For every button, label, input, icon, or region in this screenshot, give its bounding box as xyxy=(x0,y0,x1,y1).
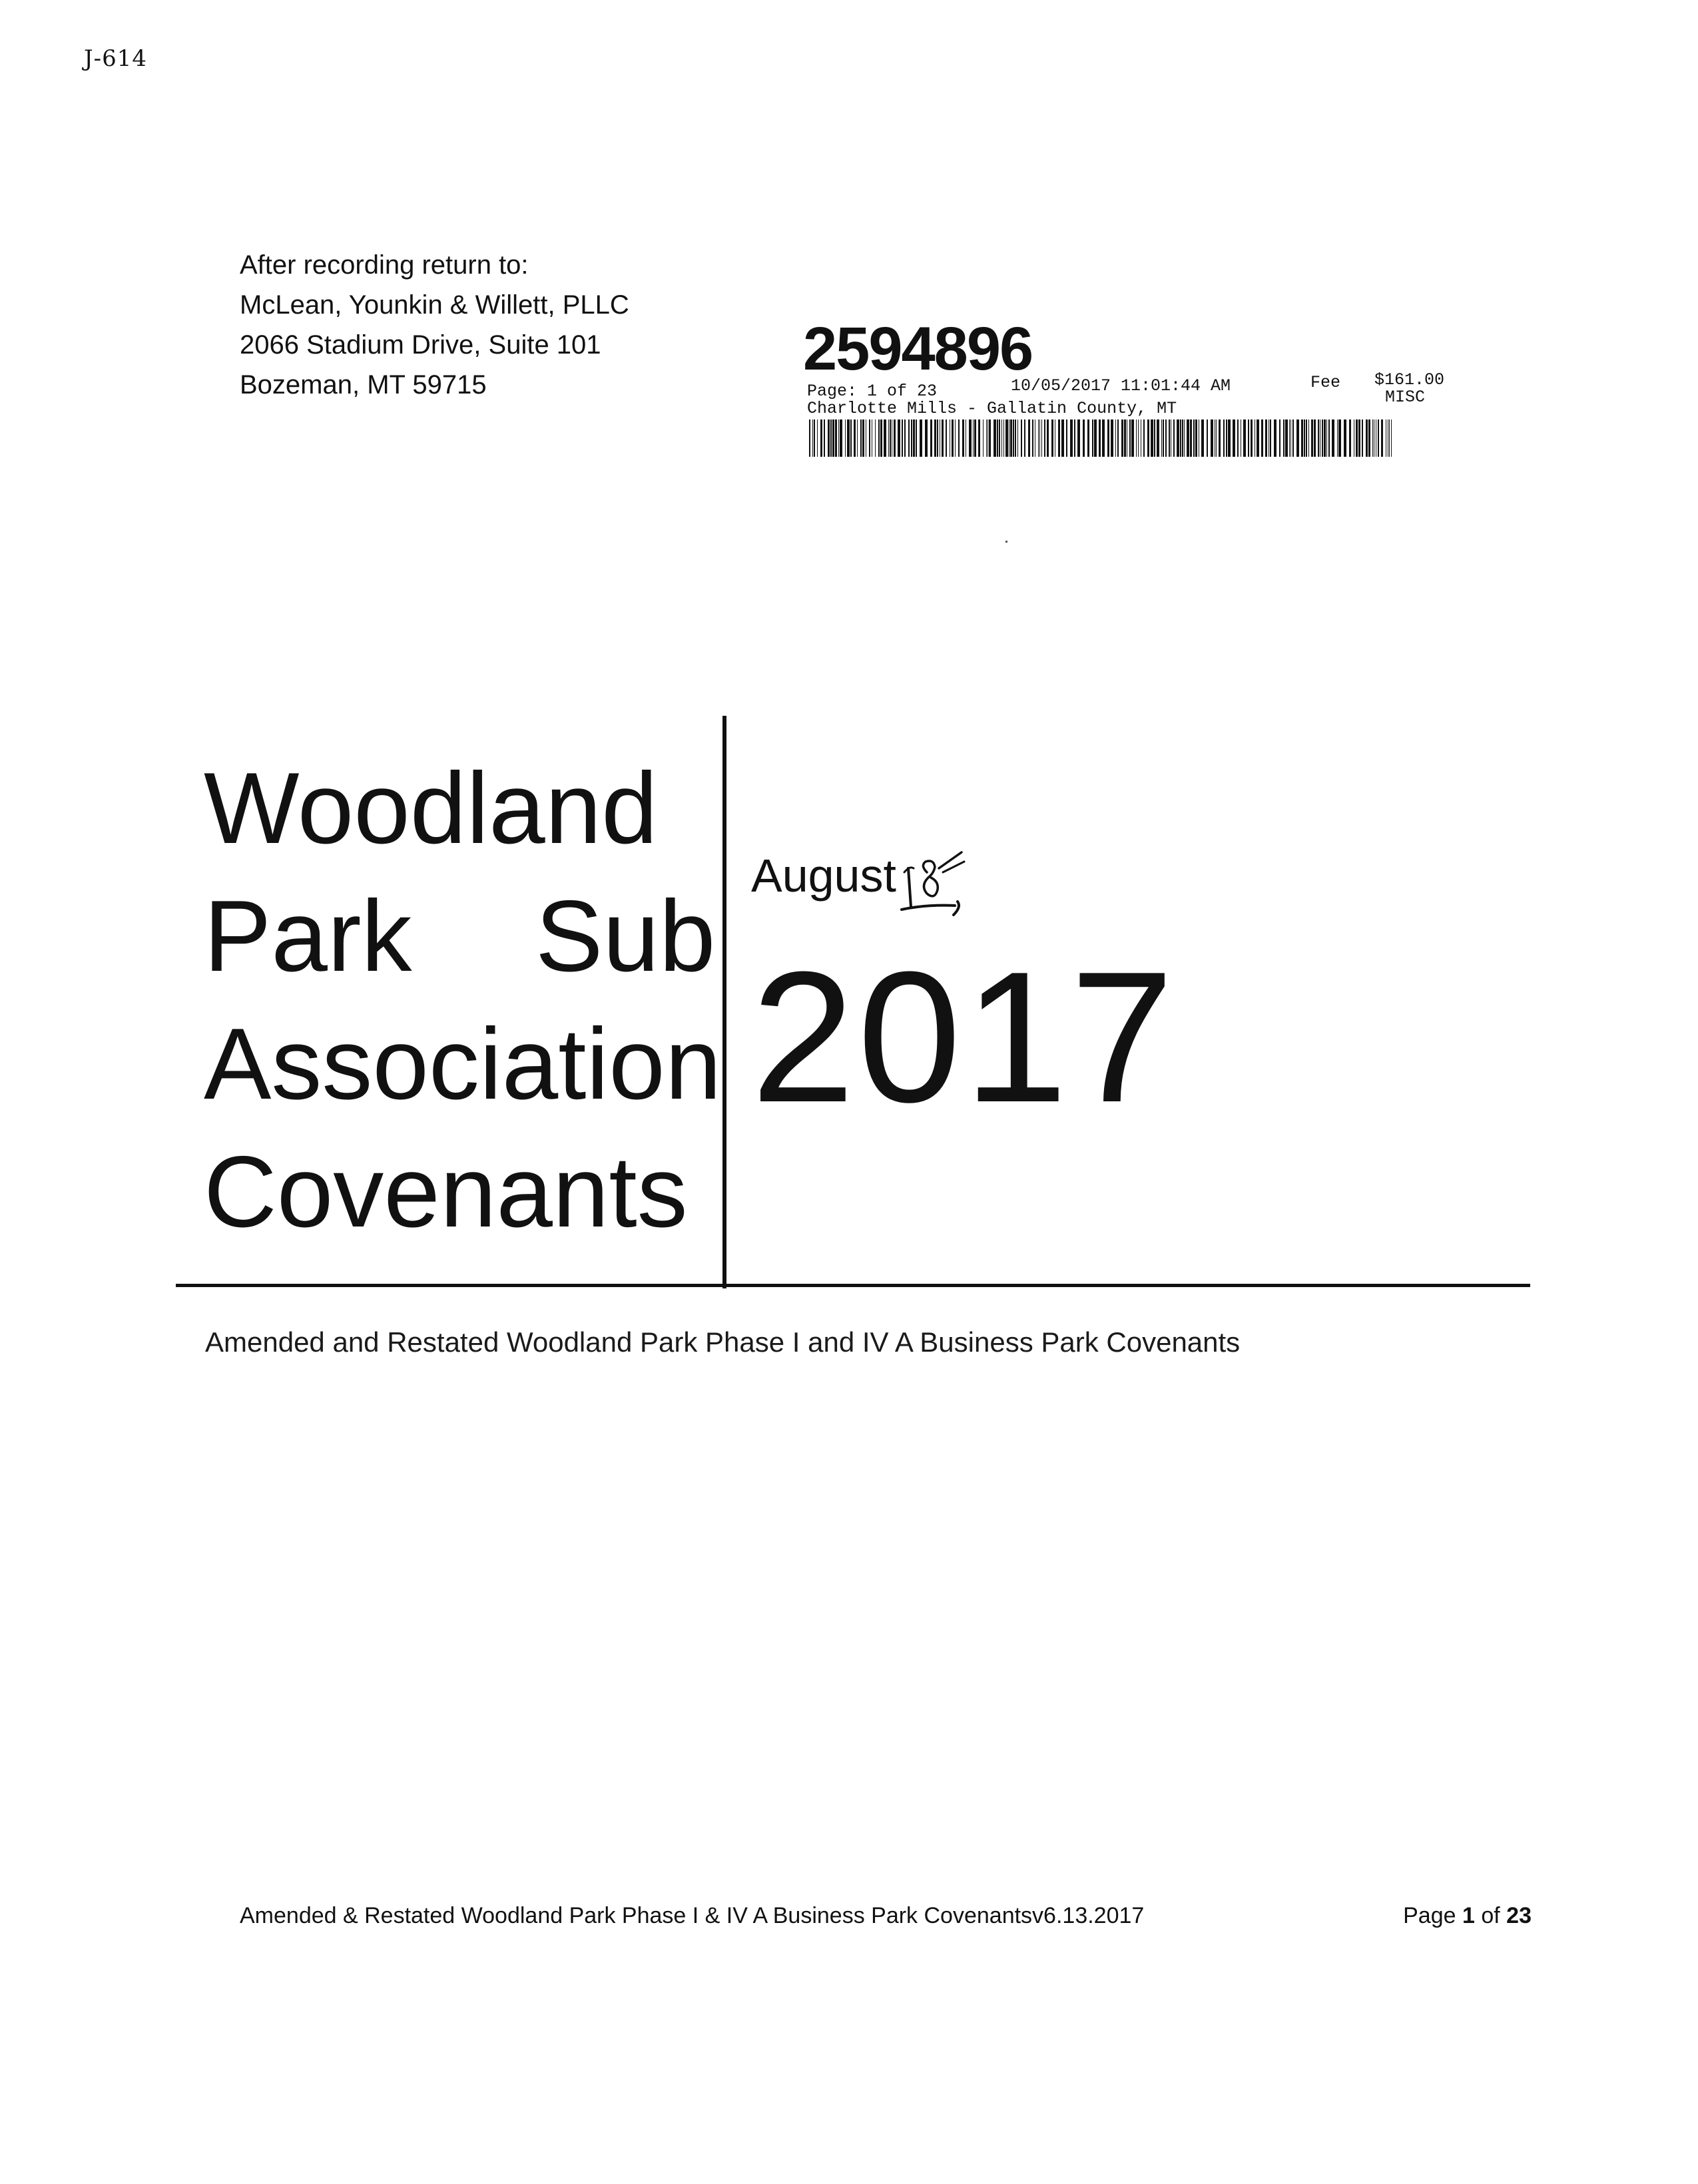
footer-page-of: of xyxy=(1481,1903,1500,1928)
recording-number: 2594896 xyxy=(803,315,1033,383)
recording-fee-type: MISC xyxy=(1385,388,1426,407)
title-line-4: Covenants xyxy=(204,1135,688,1248)
title-line-1: Woodland xyxy=(204,752,658,865)
recording-fee-label: Fee xyxy=(1310,373,1341,392)
recording-datetime: 10/05/2017 11:01:44 AM xyxy=(1011,376,1231,396)
scan-speck xyxy=(1005,541,1007,543)
recording-fee-amount: $161.00 xyxy=(1374,370,1445,390)
return-firm: McLean, Younkin & Willett, PLLC xyxy=(240,290,629,320)
recording-recorder: Charlotte Mills - Gallatin County, MT xyxy=(807,399,1177,418)
vertical-divider xyxy=(722,716,726,1288)
date-month: August xyxy=(751,850,896,902)
document-id: J-614 xyxy=(84,45,148,72)
return-street: 2066 Stadium Drive, Suite 101 xyxy=(240,330,601,360)
return-address xyxy=(240,245,629,405)
return-heading: After recording return to: xyxy=(240,250,529,280)
footer-page-number xyxy=(1403,1903,1532,1929)
title-line-2-left: Park xyxy=(204,880,412,993)
title-line-3: Association xyxy=(204,1007,722,1121)
return-city: Bozeman, MT 59715 xyxy=(240,370,487,400)
document-subtitle: Amended and Restated Woodland Park Phase I and IV A Business Park Covenants xyxy=(205,1326,1241,1358)
recording-page-info: Page: 1 of 23 xyxy=(807,382,938,401)
footer-page-total: 23 xyxy=(1506,1903,1532,1928)
footer-document-name: Amended & Restated Woodland Park Phase I & IV A Business Park Covenantsv6.13.2017 xyxy=(240,1903,1145,1928)
footer-page-current: 1 xyxy=(1462,1903,1475,1928)
handwritten-day-mark xyxy=(900,846,974,919)
title-line-2-right: Sub xyxy=(535,880,716,993)
footer-page-prefix: Page xyxy=(1403,1903,1456,1928)
barcode-image xyxy=(809,419,1395,457)
horizontal-divider xyxy=(176,1284,1530,1287)
date-year: 2017 xyxy=(751,934,1177,1141)
